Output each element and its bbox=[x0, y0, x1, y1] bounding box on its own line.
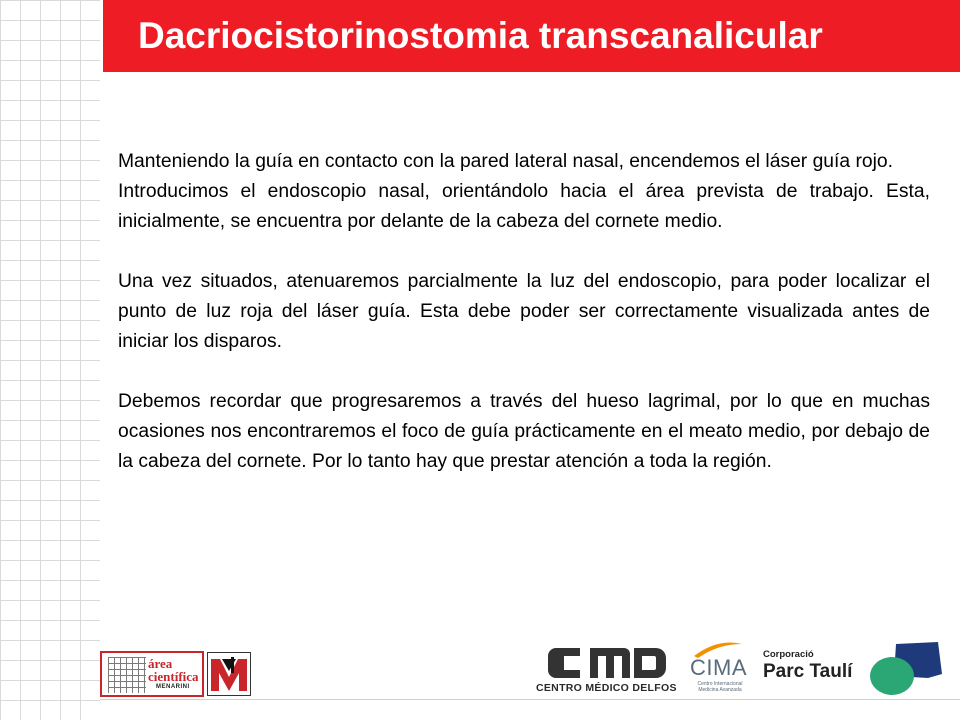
centro-medico-caption: CENTRO MÉDICO DELFOS bbox=[536, 682, 677, 694]
slide-title: Dacriocistorinostomia transcanalicular bbox=[138, 15, 823, 56]
logo-word-area: área bbox=[148, 656, 173, 671]
decorative-grid bbox=[0, 0, 100, 720]
footer-divider bbox=[100, 699, 960, 700]
slide-body bbox=[118, 147, 930, 477]
logo-word-cientifica: científica bbox=[148, 669, 199, 684]
paragraph-4: Debemos recordar que progresaremos a través del hueso lagrimal, por lo que en muchas ocasiones nos encontraremos el foco de guía prácticamente en el meato medio, por debajo de la cabeza del cornete. Por lo tanto hay que prestar atención a toda la región. bbox=[118, 391, 930, 472]
paragraph-2: Introducimos el endoscopio nasal, orientándolo hacia el área prevista de trabajo. Esta, inicialmente, se encuentra por delante de la cabeza del cornete medio. bbox=[118, 181, 930, 232]
logo-word-menarini: MENARINI bbox=[156, 684, 190, 690]
cima-name: CIMA bbox=[690, 655, 747, 680]
menarini-m-logo bbox=[207, 652, 251, 696]
parc-tauli-corporacio: Corporació bbox=[763, 649, 814, 660]
m-logo-icon bbox=[208, 653, 250, 695]
parc-tauli-mark-icon bbox=[866, 640, 946, 700]
area-cientifica-logo bbox=[100, 651, 204, 697]
paragraph-3: Una vez situados, atenuaremos parcialmente la luz del endoscopio, para poder localizar el punto de luz roja del láser guía. Esta debe poder ser correctamente visualizada antes de iniciar los disparos. bbox=[118, 271, 930, 352]
paragraph-1: Manteniendo la guía en contacto con la pared lateral nasal, encendemos el láser guía rojo. bbox=[118, 151, 893, 172]
cima-subtitle: Centro Internacional Medicina Avanzada bbox=[697, 681, 743, 693]
parc-tauli-name: Parc Taulí bbox=[763, 661, 853, 682]
grid-icon bbox=[108, 657, 146, 693]
